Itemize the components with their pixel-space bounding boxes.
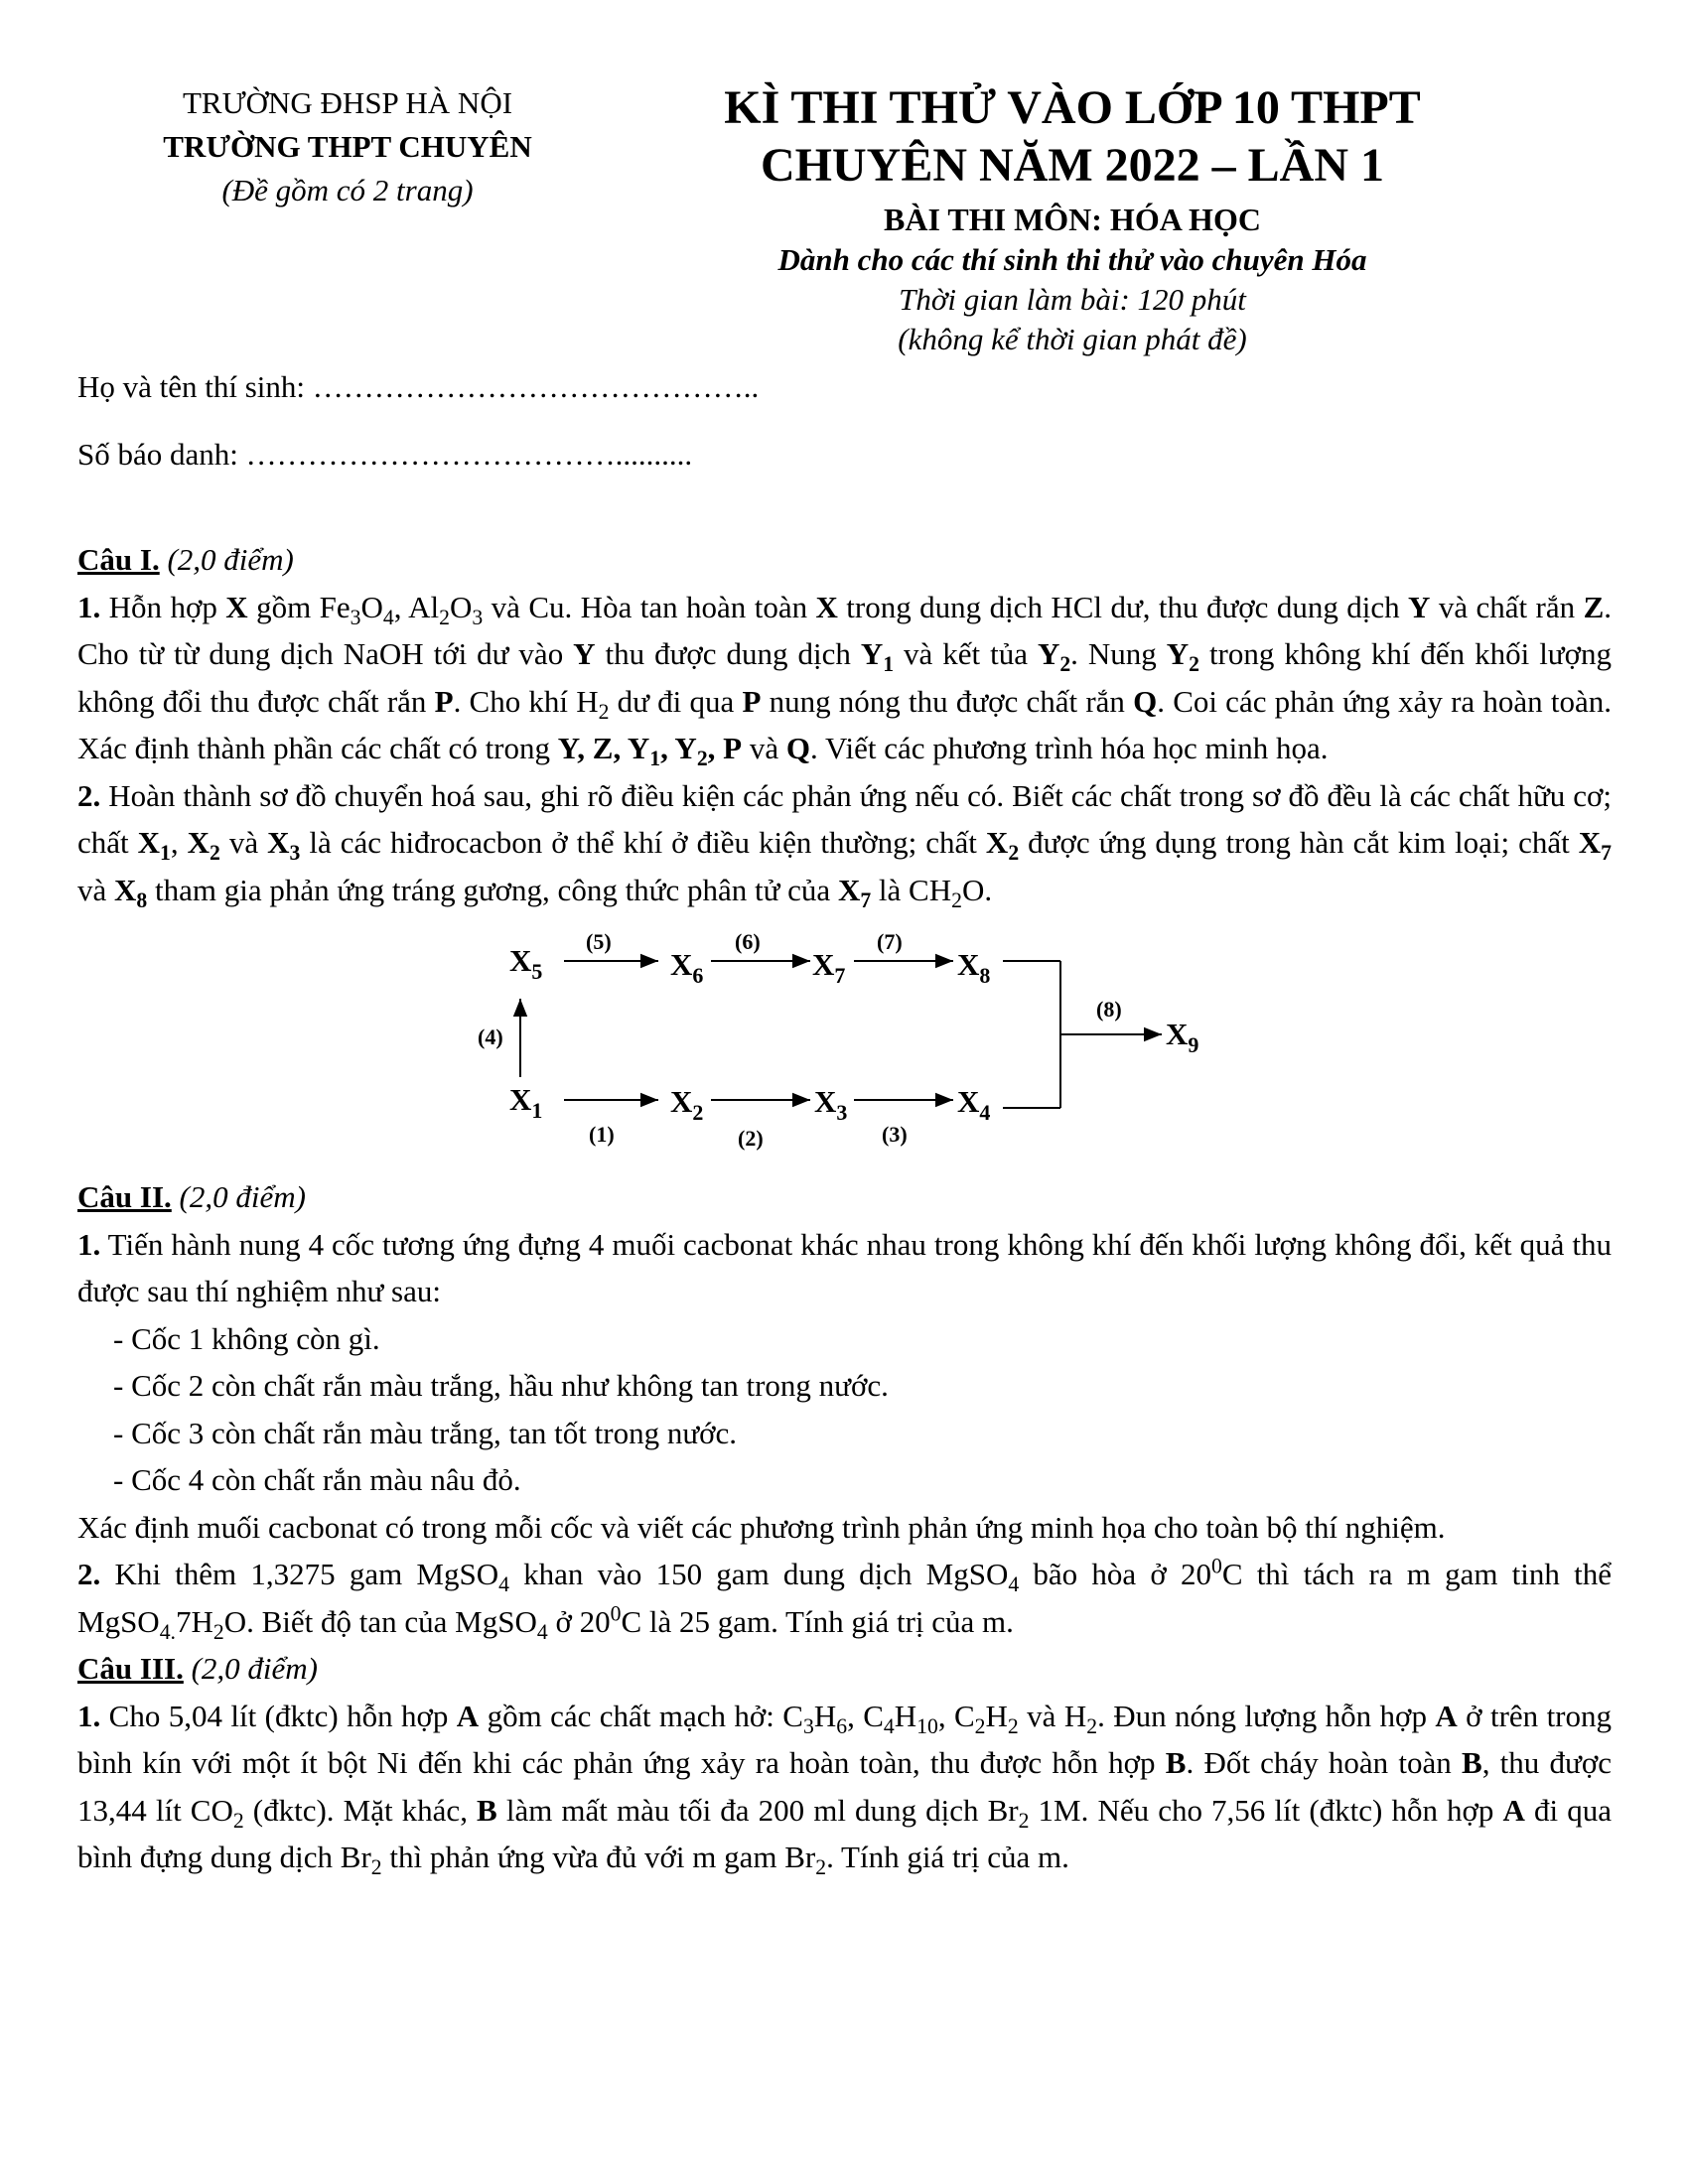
question-title: Câu III. <box>77 1651 184 1686</box>
step-2: (2) <box>738 1126 764 1151</box>
list-item: - Cốc 2 còn chất rắn màu trắng, hầu như không tan trong nước. <box>113 1368 889 1403</box>
question-3-heading <box>77 1645 1612 1693</box>
node-x6: $X_6$ <box>670 947 704 988</box>
exam-time: Thời gian làm bài: 120 phút <box>899 282 1246 317</box>
school-header <box>109 81 586 212</box>
question-points: (2,0 điểm) <box>179 1179 306 1214</box>
exam-body <box>77 536 1612 1881</box>
question-points: (2,0 điểm) <box>191 1651 318 1686</box>
candidate-id-field: Số báo danh: ……………………………….......... <box>77 437 693 472</box>
question-1-part-1: 1. Hỗn hợp X gồm $Fe_3O_4$, $Al_2O_3$ và Cu. Hòa tan hoàn toàn X trong dung dịch HCl dư, thu được dung dịch Y và chất rắn Z. Cho từ từ dung dịch NaOH tới dư vào Y thu được dung dịch $Y_1$ và kết tủa $Y_2$. Nung $Y_2$ trong không khí đến khối lượng không đổi thu được chất rắn P. Cho khí $H_2$ dư đi qua P nung nóng thu được chất rắn Q. Coi các phản ứng xảy ra hoàn toàn. Xác định thành phần các chất có trong Y, Z, $Y_1$, $Y_2$, P và Q. Viết các phương trình hóa học minh họa. <box>77 589 1613 771</box>
exam-time-note: (không kể thời gian phát đề) <box>898 322 1247 356</box>
question-title: Câu I. <box>77 542 160 577</box>
step-8: (8) <box>1096 997 1122 1022</box>
question-3-part-1: 1. Cho 5,04 lít (đktc) hỗn hợp A gồm các chất mạch hở: $C_3H_6$, $C_4H_{10}$, $C_2H_2$ và $H_2$. Đun nóng lượng hỗn hợp A ở trên trong bình kín với một ít bột Ni đến khi các phản ứng xảy ra hoàn toàn, thu được hỗn hợp B. Đốt cháy hoàn toàn B, thu được 13,44 lít $CO_2$ (đktc). Mặt khác, B làm mất màu tối đa 200 ml dung dịch $Br_2$ 1M. Nếu cho 7,56 lít (đktc) hỗn hợp A đi qua bình đựng dung dịch $Br_2$ thì phản ứng vừa đủ với m gam $Br_2$. Tính giá trị của m. <box>77 1698 1612 1880</box>
exam-title-line1: KÌ THI THỬ VÀO LỚP 10 THPT <box>724 81 1421 134</box>
step-1: (1) <box>589 1122 615 1147</box>
question-title: Câu II. <box>77 1179 172 1214</box>
school-subname: TRƯỜNG THPT CHUYÊN <box>163 129 532 164</box>
candidate-name-field: Họ và tên thí sinh: …………………………………….. <box>77 369 760 404</box>
question-2-part-1-end: Xác định muối cacbonat có trong mỗi cốc và viết các phương trình phản ứng minh họa cho toàn bộ thí nghiệm. <box>77 1509 1446 1545</box>
question-1-part-2: 2. Hoàn thành sơ đồ chuyển hoá sau, ghi rõ điều kiện các phản ứng nếu có. Biết các chất trong sơ đồ đều là các chất hữu cơ; chất $X_1$, $X_2$ và $X_3$ là các hiđrocacbon ở thể khí ở điều kiện thường; chất $X_2$ được ứng dụng trong hàn cắt kim loại; chất $X_7$ và $X_8$ tham gia phản ứng tráng gương, công thức phân tử của $X_7$ là $CH_2O$. <box>77 777 1612 912</box>
exam-subject: BÀI THI MÔN: HÓA HỌC <box>884 202 1261 237</box>
list-item: - Cốc 1 không còn gì. <box>113 1320 380 1356</box>
question-1-heading <box>77 536 1612 584</box>
step-3: (3) <box>882 1122 908 1147</box>
question-2-heading <box>77 1173 1612 1221</box>
node-x2: $X_2$ <box>670 1084 704 1125</box>
node-x9: $X_9$ <box>1166 1017 1199 1057</box>
list-item: - Cốc 4 còn chất rắn màu nâu đỏ. <box>113 1462 521 1497</box>
exam-title-line2: CHUYÊN NĂM 2022 – LẦN 1 <box>761 139 1384 192</box>
conversion-diagram <box>77 913 1612 1173</box>
step-4: (4) <box>478 1024 503 1049</box>
exam-header <box>645 79 1499 359</box>
question-2-part-2: 2. Khi thêm 1,3275 gam MgSO$_4$ khan vào 150 gam dung dịch MgSO$_4$ bão hòa ở $20^0C$ thì tách ra m gam tinh thể $MgSO_{4.}7H_2O$. Biết độ tan của MgSO$_4$ ở $20^0C$ là 25 gam. Tính giá trị của m. <box>77 1554 1612 1644</box>
node-x4: $X_4$ <box>957 1084 991 1125</box>
school-name: TRƯỜNG ĐHSP HÀ NỘI <box>182 85 513 120</box>
question-points: (2,0 điểm) <box>167 542 294 577</box>
list-item: - Cốc 3 còn chất rắn màu trắng, tan tốt trong nước. <box>113 1415 738 1450</box>
question-2-part-1: 1. Tiến hành nung 4 cốc tương ứng đựng 4 muối cacbonat khác nhau trong không khí đến khối lượng không đổi, kết quả thu được sau thí nghiệm như sau: <box>77 1226 1612 1308</box>
cup-results-list <box>77 1315 1612 1504</box>
node-x1: $X_1$ <box>509 1082 543 1123</box>
step-5: (5) <box>586 929 612 954</box>
step-6: (6) <box>735 929 761 954</box>
node-x7: $X_7$ <box>812 947 846 988</box>
pages-note: (Đề gồm có 2 trang) <box>221 173 474 207</box>
node-x3: $X_3$ <box>814 1084 848 1125</box>
node-x5: $X_5$ <box>509 943 543 984</box>
exam-audience: Dành cho các thí sinh thi thử vào chuyên Hóa <box>777 242 1367 277</box>
step-7: (7) <box>877 929 903 954</box>
node-x8: $X_8$ <box>957 947 991 988</box>
